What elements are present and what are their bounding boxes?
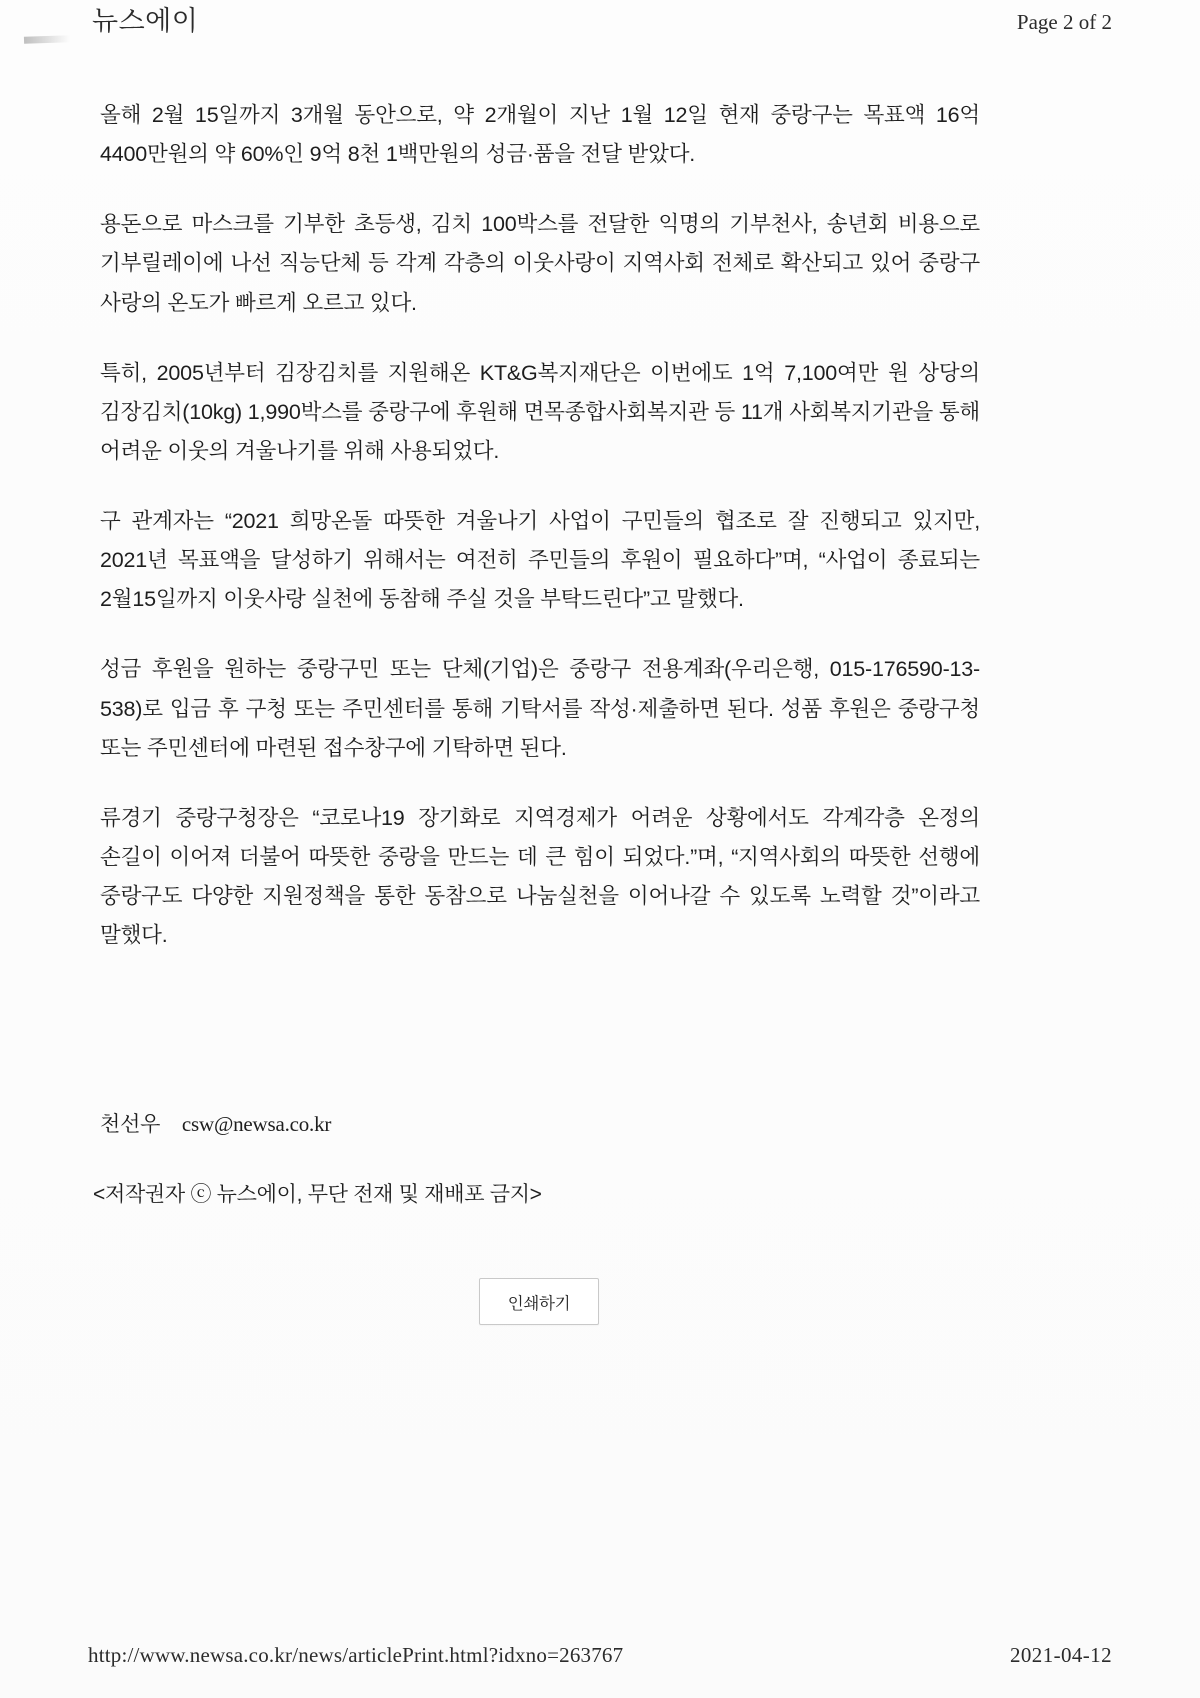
article-paragraph: 올해 2월 15일까지 3개월 동안으로, 약 2개월이 지난 1월 12일 현재 중랑구는 목표액 16억 4400만원의 약 60%인 9억 8천 1백만원의 성금·품을 전달 받았다. xyxy=(100,103,980,167)
site-name: 뉴스에이 xyxy=(92,6,199,36)
scan-artifact xyxy=(24,35,70,44)
article-paragraph: 성금 후원을 원하는 중랑구민 또는 단체(기업)은 중랑구 전용계좌(우리은행, 015-176590-13-538)로 입금 후 구청 또는 주민센터를 통해 기탁서를 작성·제출하면 된다. 성품 후원은 중랑구청 또는 주민센터에 마련된 접수창구에 기탁하면 된다. xyxy=(100,657,980,760)
print-header xyxy=(92,8,1112,54)
reporter-name: 천선우 xyxy=(100,1113,161,1136)
page-indicator: Page 2 of 2 xyxy=(1016,10,1112,34)
article-paragraph: 구 관계자는 “2021 희망온돌 따뜻한 겨울나기 사업이 구민들의 협조로 잘 진행되고 있지만, 2021년 목표액을 달성하기 위해서는 여전히 주민들의 후원이 필요하다”며, “사업이 종료되는 2월15일까지 이웃사랑 실천에 동참해 주실 것을 부탁드린다”고 말했다. xyxy=(100,509,980,612)
article-paragraph: 용돈으로 마스크를 기부한 초등생, 김치 100박스를 전달한 익명의 기부천사, 송년회 비용으로 기부릴레이에 나선 직능단체 등 각계 각층의 이웃사랑이 지역사회 전체로 확산되고 있어 중랑구 사랑의 온도가 빠르게 오르고 있다. xyxy=(100,212,980,315)
article-body xyxy=(100,96,980,955)
print-footer xyxy=(88,1643,1112,1668)
print-button[interactable]: 인쇄하기 xyxy=(479,1278,599,1325)
article-paragraph: 류경기 중랑구청장은 “코로나19 장기화로 지역경제가 어려운 상황에서도 각계각층 온정의 손길이 이어져 더불어 따뜻한 중랑을 만드는 데 큰 힘이 되었다.”며, “지역사회의 따뜻한 선행에 중랑구도 다양한 지원정책을 통한 동참으로 나눔실천을 이어나갈 수 있도록 노력할 것”이라고 말했다. xyxy=(100,805,980,948)
reporter-email[interactable]: csw@newsa.co.kr xyxy=(181,1112,332,1136)
footer-date: 2021-04-12 xyxy=(1010,1643,1112,1667)
copyright-notice: <저작권자 ⓒ 뉴스에이, 무단 전재 및 재배포 금지> xyxy=(93,1183,542,1206)
byline xyxy=(100,1108,331,1138)
footer-url[interactable]: http://www.newsa.co.kr/news/articlePrint.html?idxno=263767 xyxy=(88,1643,624,1667)
article-paragraph: 특히, 2005년부터 김장김치를 지원해온 KT&G복지재단은 이번에도 1억 7,100여만 원 상당의 김장김치(10kg) 1,990박스를 중랑구에 후원해 면목종합사회복지관 등 11개 사회복지기관을 통해 어려운 이웃의 겨울나기를 위해 사용되었다. xyxy=(100,360,980,463)
